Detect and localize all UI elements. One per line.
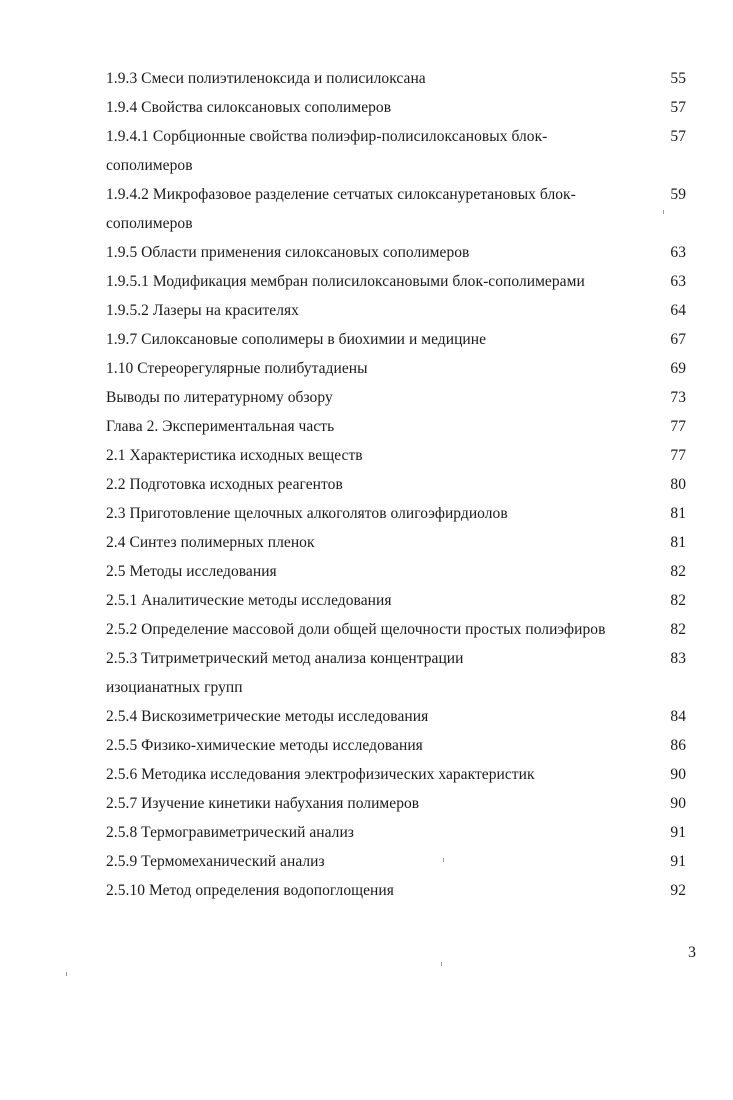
toc-entry <box>106 557 686 586</box>
toc-entry-page: 63 <box>670 273 686 290</box>
toc-entry <box>106 93 686 122</box>
toc-entry-title: 2.5.3 Титриметрический метод анализа концентрации изоцианатных групп <box>106 650 464 696</box>
toc-entry-title: 2.5.7 Изучение кинетики набухания полимеров <box>106 795 420 812</box>
toc-entry-title: 1.9.5 Области применения силоксановых сополимеров <box>106 244 470 261</box>
toc-entry-title: 2.5.2 Определение массовой доли общей щелочности простых полиэфиров <box>106 621 606 638</box>
toc-entry-title: 1.9.4.2 Микрофазовое разделение сетчатых силоксануретановых блок-сополимеров <box>106 186 576 232</box>
toc-entry-title: 2.5.10 Метод определения водопоглощения <box>106 882 394 899</box>
toc-entry-page: 90 <box>670 766 686 783</box>
toc-entry-page: 82 <box>670 592 686 609</box>
toc-entry-page: 84 <box>670 708 686 725</box>
toc-entry-page: 77 <box>670 447 686 464</box>
scan-speck <box>441 962 442 966</box>
toc-entry-title: 2.1 Характеристика исходных веществ <box>106 447 363 464</box>
toc-entry-page: 73 <box>670 389 686 406</box>
toc-entry <box>106 499 686 528</box>
toc-entry-page: 63 <box>670 244 686 261</box>
toc-entry-page: 67 <box>670 331 686 348</box>
toc-entry-title: 1.9.5.1 Модификация мембран полисилоксановыми блок-сополимерами <box>106 273 585 290</box>
toc-entry-page: 81 <box>670 534 686 551</box>
toc-entry <box>106 702 686 731</box>
toc-entry-page: 82 <box>670 563 686 580</box>
toc-entry-title: 2.2 Подготовка исходных реагентов <box>106 476 343 493</box>
toc-entry <box>106 64 686 93</box>
toc-entry <box>106 296 686 325</box>
toc-entry-title: 2.5.1 Аналитические методы исследования <box>106 592 392 609</box>
toc-entry-title: 2.5.9 Термомеханический анализ <box>106 853 325 870</box>
scan-speck <box>443 858 444 862</box>
toc-entry <box>106 470 686 499</box>
toc-entry-title: 2.5 Методы исследования <box>106 563 277 580</box>
toc-entry <box>106 847 686 876</box>
toc-entry <box>106 325 686 354</box>
toc-entry-page: 80 <box>670 476 686 493</box>
toc-entry-title: 2.5.5 Физико-химические методы исследования <box>106 737 423 754</box>
toc-entry <box>106 760 686 789</box>
toc-entry <box>106 876 686 905</box>
toc-entry <box>106 383 686 412</box>
toc-entry <box>106 238 686 267</box>
toc-entry-title: Глава 2. Экспериментальная часть <box>106 418 335 435</box>
toc-entry <box>106 412 686 441</box>
toc-entry-page: 90 <box>670 795 686 812</box>
toc-entry-title: 1.9.5.2 Лазеры на красителях <box>106 302 299 319</box>
toc-entry <box>106 267 686 296</box>
toc-entry-page: 83 <box>670 650 686 667</box>
toc-entry-title: 1.9.3 Смеси полиэтиленоксида и полисилоксана <box>106 70 426 87</box>
toc-entry <box>106 528 686 557</box>
toc-entry-title: 1.9.4.1 Сорбционные свойства полиэфир-полисилоксановых блок-сополимеров <box>106 128 548 174</box>
toc-entry-title: 2.5.6 Методика исследования электрофизических характеристик <box>106 766 535 783</box>
toc-entry-page: 55 <box>670 70 686 87</box>
table-of-contents <box>106 64 686 905</box>
toc-entry-title: 2.5.4 Вискозиметрические методы исследования <box>106 708 429 725</box>
toc-entry-page: 64 <box>670 302 686 319</box>
toc-entry <box>106 180 686 238</box>
toc-entry <box>106 354 686 383</box>
toc-entry-page: 86 <box>670 737 686 754</box>
toc-entry-title: 1.10 Стереорегулярные полибутадиены <box>106 360 368 377</box>
toc-entry-title: 1.9.4 Свойства силоксановых сополимеров <box>106 99 392 116</box>
toc-entry-page: 82 <box>670 621 686 638</box>
toc-entry-page: 57 <box>670 99 686 116</box>
toc-entry <box>106 644 686 702</box>
toc-entry <box>106 122 686 180</box>
toc-entry-page: 91 <box>670 824 686 841</box>
toc-entry-title: 2.5.8 Термогравиметрический анализ <box>106 824 354 841</box>
scan-speck <box>66 972 67 976</box>
toc-entry-page: 91 <box>670 853 686 870</box>
toc-entry <box>106 731 686 760</box>
toc-entry-page: 69 <box>670 360 686 377</box>
toc-entry-page: 59 <box>670 186 686 203</box>
toc-entry <box>106 818 686 847</box>
page-number: 3 <box>688 944 696 961</box>
toc-entry-title: Выводы по литературному обзору <box>106 389 333 406</box>
toc-entry <box>106 615 686 644</box>
toc-entry <box>106 441 686 470</box>
toc-entry-title: 2.3 Приготовление щелочных алкоголятов олигоэфирдиолов <box>106 505 508 522</box>
toc-entry-page: 92 <box>670 882 686 899</box>
toc-entry <box>106 789 686 818</box>
toc-entry-title: 2.4 Синтез полимерных пленок <box>106 534 315 551</box>
toc-entry-title: 1.9.7 Силоксановые сополимеры в биохимии и медицине <box>106 331 487 348</box>
toc-entry-page: 57 <box>670 128 686 145</box>
toc-entry <box>106 586 686 615</box>
scan-speck <box>663 210 664 214</box>
toc-entry-page: 81 <box>670 505 686 522</box>
toc-entry-page: 77 <box>670 418 686 435</box>
